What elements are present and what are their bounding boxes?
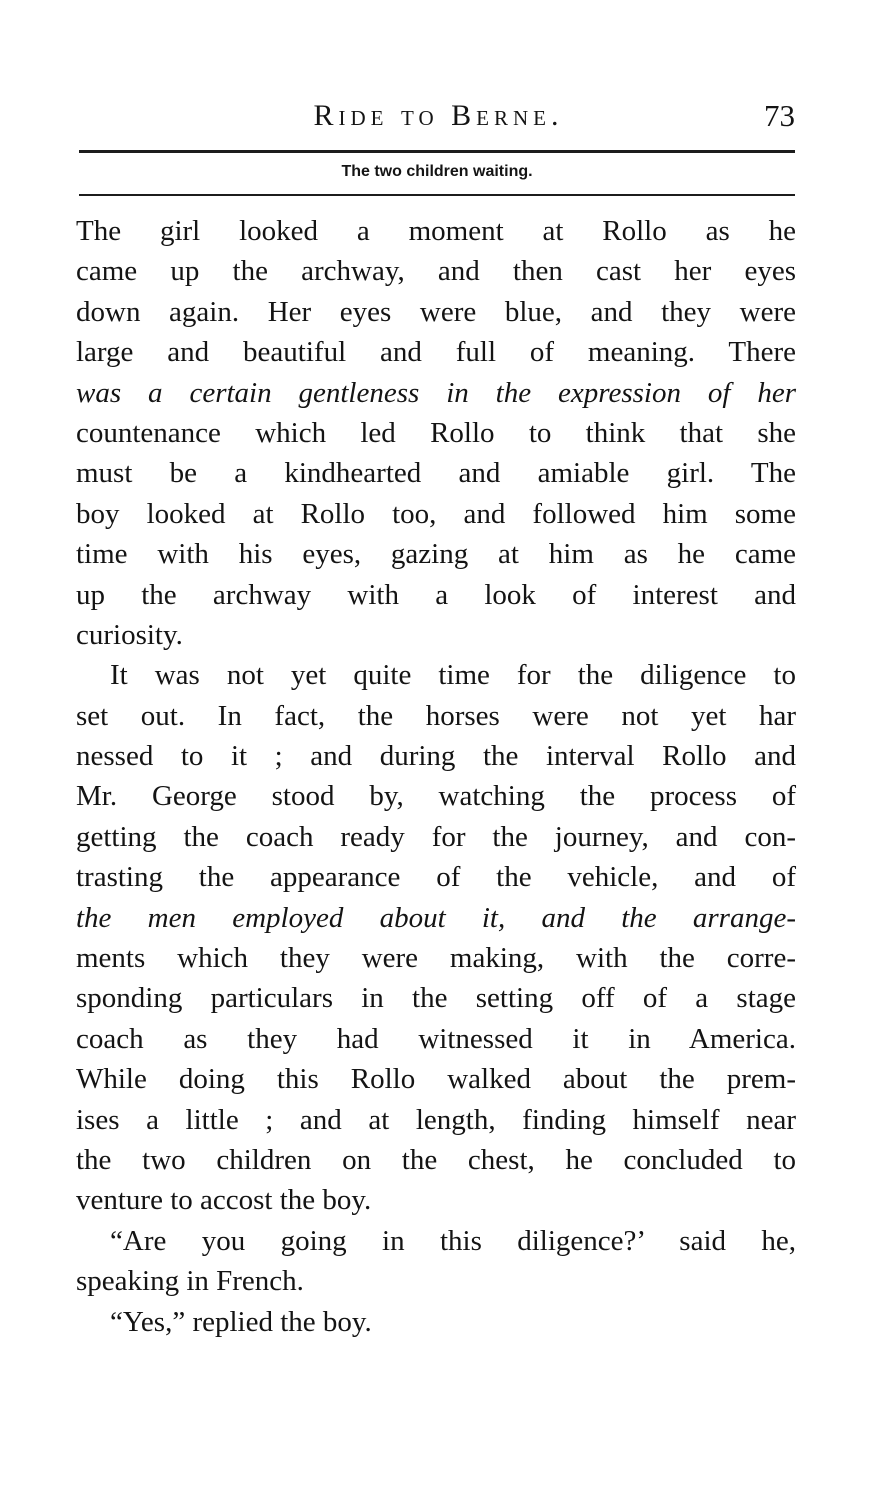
text-line: coach as they had witnessed it in America.: [76, 1022, 796, 1055]
text-line: up the archway with a look of interest and: [76, 578, 796, 611]
text-line: venture to accost the boy.: [76, 1184, 372, 1217]
section-head: The two children waiting.: [341, 163, 533, 180]
text-line: was a certain gentleness in the expression of her: [76, 376, 796, 409]
header-rule-bottom: [79, 194, 795, 196]
text-line: “Are you going in this diligence?’ said he,: [110, 1224, 796, 1257]
text-line: “Yes,” replied the boy.: [110, 1305, 372, 1338]
text-line: curiosity.: [76, 618, 183, 651]
text-line: the two children on the chest, he concluded to: [76, 1143, 796, 1176]
text-line: nessed to it ; and during the interval Rollo and: [76, 740, 796, 773]
text-line: countenance which led Rollo to think that she: [76, 416, 796, 449]
text-line: It was not yet quite time for the diligence to: [110, 659, 796, 692]
text-line: ises a little ; and at length, finding himself near: [76, 1103, 796, 1136]
body-text: [76, 211, 796, 1342]
text-line: set out. In fact, the horses were not yet har: [76, 699, 796, 732]
page-number: 73: [764, 98, 795, 133]
running-title: Ride to Berne.: [313, 99, 564, 132]
text-line: must be a kindhearted and amiable girl. The: [76, 457, 796, 490]
text-line: The girl looked a moment at Rollo as he: [76, 215, 796, 247]
running-head: [80, 96, 797, 136]
header-rule-top: [79, 150, 795, 153]
text-line: speaking in French.: [76, 1265, 304, 1298]
text-line: sponding particulars in the setting off of a stage: [76, 982, 796, 1015]
text-line: time with his eyes, gazing at him as he came: [76, 538, 796, 571]
text-line: Mr. George stood by, watching the process of: [76, 780, 796, 813]
text-line: ments which they were making, with the corre-: [76, 942, 796, 975]
text-line: the men employed about it, and the arrange-: [76, 901, 796, 934]
text-line: getting the coach ready for the journey, and con-: [76, 820, 796, 853]
text-line: large and beautiful and full of meaning. There: [76, 336, 796, 369]
text-line: down again. Her eyes were blue, and they were: [76, 295, 796, 328]
text-line: While doing this Rollo walked about the prem-: [76, 1063, 796, 1096]
text-line: came up the archway, and then cast her eyes: [76, 255, 796, 288]
text-line: boy looked at Rollo too, and followed him some: [76, 497, 796, 530]
text-line: trasting the appearance of the vehicle, and of: [76, 861, 796, 894]
